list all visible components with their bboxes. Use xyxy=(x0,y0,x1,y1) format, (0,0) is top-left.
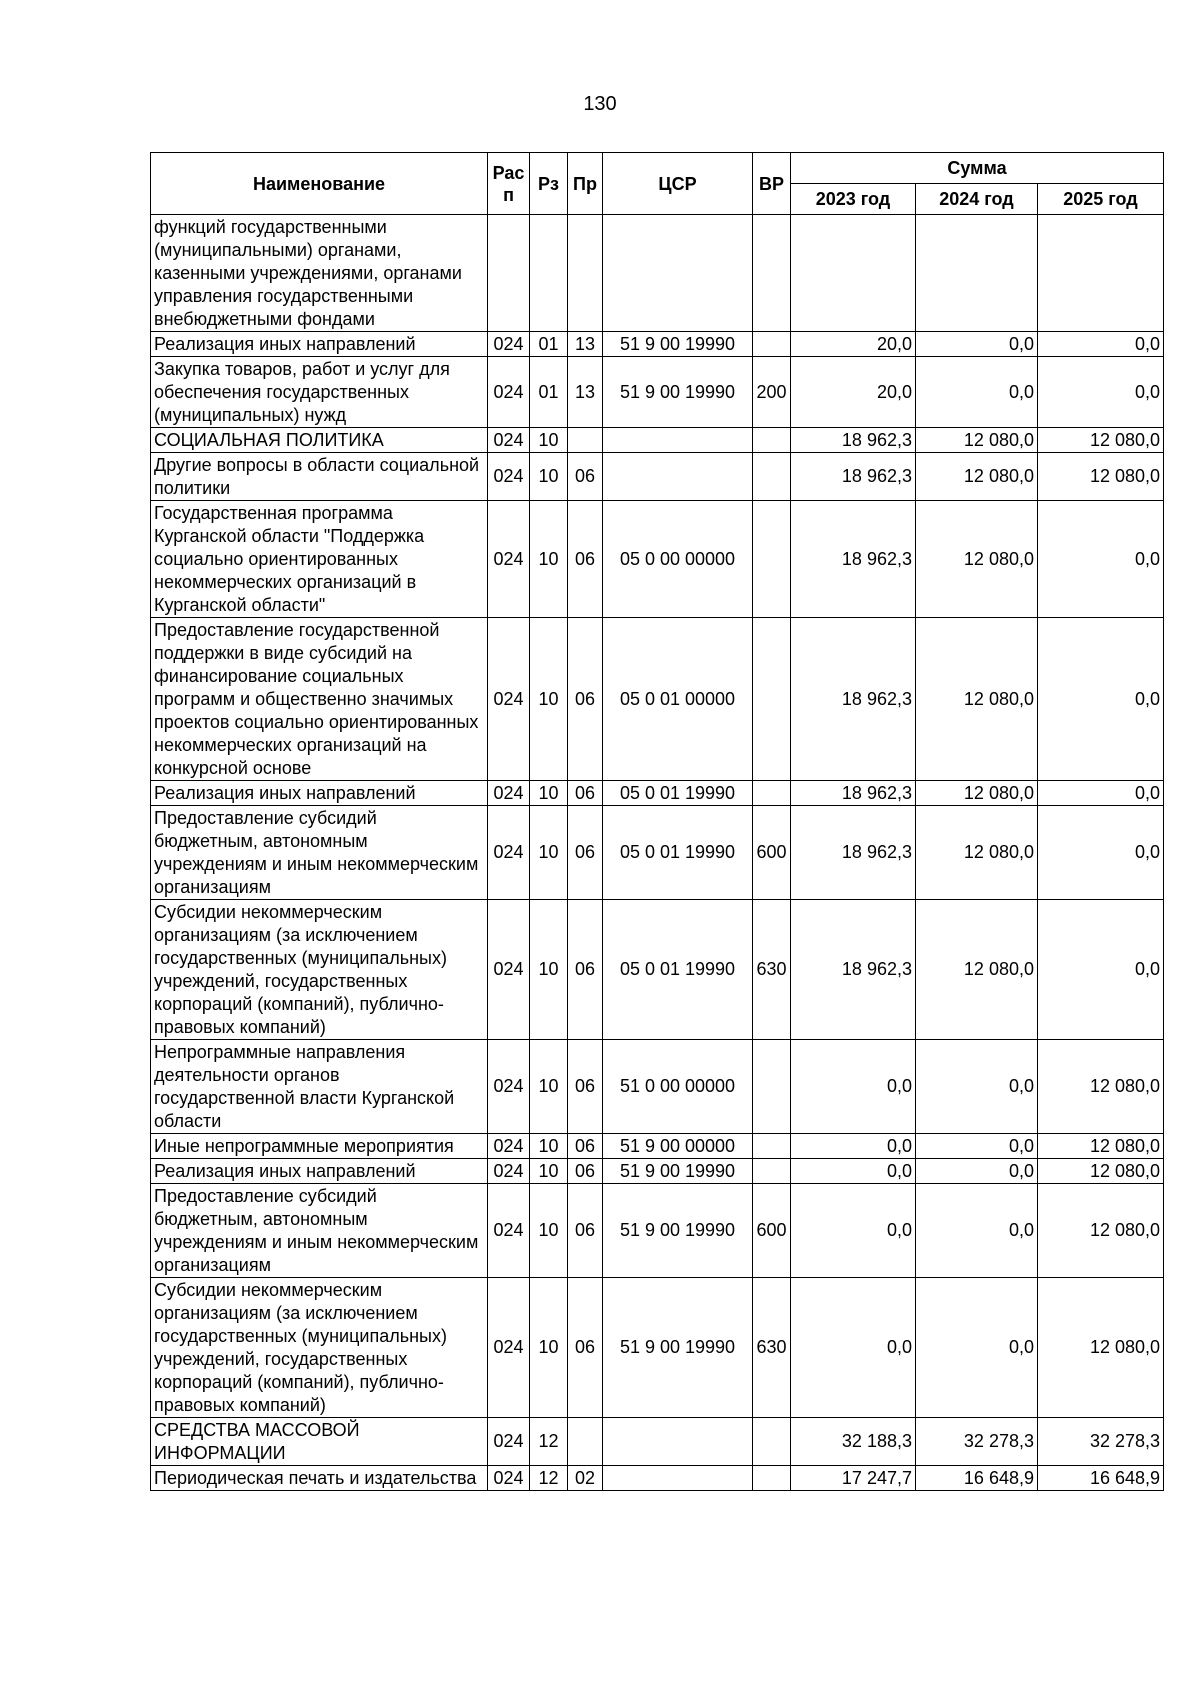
cell-sum-2024: 12 080,0 xyxy=(916,781,1038,806)
table-row xyxy=(151,781,1164,806)
cell-name: Закупка товаров, работ и услуг для обеспечения государственных (муниципальных) нужд xyxy=(151,357,488,428)
cell-sum-2023: 0,0 xyxy=(791,1159,916,1184)
cell-rz: 01 xyxy=(530,357,568,428)
cell-rasp: 024 xyxy=(488,1466,530,1491)
page-number: 130 xyxy=(583,93,617,115)
cell-csr: 51 9 00 19990 xyxy=(603,357,753,428)
cell-csr xyxy=(603,1466,753,1491)
cell-rz: 10 xyxy=(530,1159,568,1184)
cell-vr: 630 xyxy=(753,1278,791,1418)
header-csr: ЦСР xyxy=(603,153,753,215)
cell-vr xyxy=(753,1040,791,1134)
table-row xyxy=(151,1040,1164,1134)
cell-rz: 10 xyxy=(530,1040,568,1134)
cell-sum-2023: 18 962,3 xyxy=(791,900,916,1040)
cell-sum-2024: 12 080,0 xyxy=(916,428,1038,453)
cell-pr: 06 xyxy=(568,1159,603,1184)
table-row xyxy=(151,501,1164,618)
cell-sum-2024: 12 080,0 xyxy=(916,618,1038,781)
cell-vr xyxy=(753,618,791,781)
cell-name: Субсидии некоммерческим организациям (за исключением государственных (муниципальных) учреждений, государственных корпораций (компаний), публично-правовых компаний) xyxy=(151,900,488,1040)
cell-vr: 200 xyxy=(753,357,791,428)
cell-rasp: 024 xyxy=(488,1184,530,1278)
header-name: Наименование xyxy=(151,153,488,215)
cell-rz: 10 xyxy=(530,501,568,618)
cell-vr xyxy=(753,332,791,357)
table-row xyxy=(151,1184,1164,1278)
cell-sum-2024: 12 080,0 xyxy=(916,806,1038,900)
cell-sum-2025: 0,0 xyxy=(1038,332,1164,357)
cell-name: Предоставление субсидий бюджетным, автономным учреждениям и иным некоммерческим организациям xyxy=(151,806,488,900)
table-row xyxy=(151,900,1164,1040)
cell-sum-2025: 0,0 xyxy=(1038,900,1164,1040)
cell-sum-2025: 32 278,3 xyxy=(1038,1418,1164,1466)
cell-pr: 06 xyxy=(568,806,603,900)
cell-name: СРЕДСТВА МАССОВОЙ ИНФОРМАЦИИ xyxy=(151,1418,488,1466)
cell-vr xyxy=(753,453,791,501)
cell-csr: 05 0 00 00000 xyxy=(603,501,753,618)
cell-rasp: 024 xyxy=(488,781,530,806)
cell-name: Предоставление государственной поддержки в виде субсидий на финансирование социальных программ и общественно значимых проектов социально ориентированных некоммерческих организаций на конкурсной основе xyxy=(151,618,488,781)
cell-sum-2024: 12 080,0 xyxy=(916,501,1038,618)
cell-rz: 10 xyxy=(530,618,568,781)
cell-sum-2024: 0,0 xyxy=(916,357,1038,428)
cell-rz xyxy=(530,215,568,332)
cell-sum-2023: 20,0 xyxy=(791,332,916,357)
cell-sum-2024: 0,0 xyxy=(916,1159,1038,1184)
cell-vr xyxy=(753,1134,791,1159)
cell-rz: 10 xyxy=(530,806,568,900)
cell-sum-2025: 12 080,0 xyxy=(1038,1134,1164,1159)
cell-pr: 06 xyxy=(568,1134,603,1159)
cell-name: Иные непрограммные мероприятия xyxy=(151,1134,488,1159)
cell-name: Предоставление субсидий бюджетным, автономным учреждениям и иным некоммерческим организациям xyxy=(151,1184,488,1278)
cell-pr: 06 xyxy=(568,1278,603,1418)
cell-sum-2023: 18 962,3 xyxy=(791,453,916,501)
cell-sum-2024: 0,0 xyxy=(916,1278,1038,1418)
table-row xyxy=(151,357,1164,428)
cell-name: Реализация иных направлений xyxy=(151,332,488,357)
cell-sum-2023: 18 962,3 xyxy=(791,618,916,781)
cell-pr: 02 xyxy=(568,1466,603,1491)
cell-name: СОЦИАЛЬНАЯ ПОЛИТИКА xyxy=(151,428,488,453)
cell-csr: 51 9 00 00000 xyxy=(603,1134,753,1159)
cell-vr xyxy=(753,1418,791,1466)
cell-vr xyxy=(753,1466,791,1491)
table-row xyxy=(151,1134,1164,1159)
cell-pr: 06 xyxy=(568,618,603,781)
cell-sum-2024: 0,0 xyxy=(916,1184,1038,1278)
table-row xyxy=(151,1159,1164,1184)
cell-rz: 12 xyxy=(530,1466,568,1491)
cell-rz: 10 xyxy=(530,781,568,806)
cell-rasp: 024 xyxy=(488,453,530,501)
header-year-2024: 2024 год xyxy=(916,184,1038,215)
cell-sum-2023: 18 962,3 xyxy=(791,428,916,453)
budget-table xyxy=(150,152,1164,1491)
cell-rasp: 024 xyxy=(488,618,530,781)
cell-vr xyxy=(753,428,791,453)
cell-pr: 06 xyxy=(568,501,603,618)
cell-sum-2024: 12 080,0 xyxy=(916,900,1038,1040)
cell-name: Реализация иных направлений xyxy=(151,781,488,806)
cell-pr xyxy=(568,215,603,332)
cell-csr xyxy=(603,215,753,332)
cell-rasp: 024 xyxy=(488,1278,530,1418)
cell-vr: 630 xyxy=(753,900,791,1040)
cell-sum-2024: 0,0 xyxy=(916,332,1038,357)
cell-sum-2024: 0,0 xyxy=(916,1040,1038,1134)
cell-vr xyxy=(753,1159,791,1184)
cell-sum-2024 xyxy=(916,215,1038,332)
cell-sum-2025: 12 080,0 xyxy=(1038,1159,1164,1184)
cell-rz: 10 xyxy=(530,428,568,453)
cell-sum-2025: 12 080,0 xyxy=(1038,1278,1164,1418)
cell-vr xyxy=(753,501,791,618)
cell-sum-2025: 12 080,0 xyxy=(1038,1184,1164,1278)
table-row xyxy=(151,1278,1164,1418)
cell-rasp: 024 xyxy=(488,1418,530,1466)
cell-csr: 05 0 01 19990 xyxy=(603,781,753,806)
cell-sum-2024: 32 278,3 xyxy=(916,1418,1038,1466)
cell-sum-2025: 12 080,0 xyxy=(1038,1040,1164,1134)
cell-sum-2024: 0,0 xyxy=(916,1134,1038,1159)
cell-csr xyxy=(603,1418,753,1466)
cell-csr: 51 9 00 19990 xyxy=(603,1278,753,1418)
cell-vr: 600 xyxy=(753,1184,791,1278)
cell-pr xyxy=(568,428,603,453)
table-row xyxy=(151,453,1164,501)
header-year-2023: 2023 год xyxy=(791,184,916,215)
cell-rasp xyxy=(488,215,530,332)
cell-vr: 600 xyxy=(753,806,791,900)
cell-vr xyxy=(753,215,791,332)
cell-rasp: 024 xyxy=(488,357,530,428)
cell-sum-2023: 0,0 xyxy=(791,1134,916,1159)
cell-rz: 12 xyxy=(530,1418,568,1466)
cell-sum-2025 xyxy=(1038,215,1164,332)
header-sum: Сумма xyxy=(791,153,1164,184)
cell-name: Непрограммные направления деятельности органов государственной власти Курганской области xyxy=(151,1040,488,1134)
cell-csr xyxy=(603,453,753,501)
cell-pr: 13 xyxy=(568,332,603,357)
cell-csr: 05 0 01 00000 xyxy=(603,618,753,781)
cell-sum-2025: 12 080,0 xyxy=(1038,453,1164,501)
cell-sum-2025: 12 080,0 xyxy=(1038,428,1164,453)
cell-csr: 05 0 01 19990 xyxy=(603,806,753,900)
cell-pr: 06 xyxy=(568,781,603,806)
cell-rasp: 024 xyxy=(488,1159,530,1184)
table-row xyxy=(151,806,1164,900)
cell-sum-2023: 0,0 xyxy=(791,1278,916,1418)
cell-rz: 10 xyxy=(530,453,568,501)
cell-sum-2024: 16 648,9 xyxy=(916,1466,1038,1491)
header-rz: Рз xyxy=(530,153,568,215)
cell-sum-2023: 18 962,3 xyxy=(791,781,916,806)
cell-vr xyxy=(753,781,791,806)
cell-pr: 06 xyxy=(568,453,603,501)
cell-name: Периодическая печать и издательства xyxy=(151,1466,488,1491)
cell-sum-2023: 18 962,3 xyxy=(791,501,916,618)
cell-name: функций государственными (муниципальными) органами, казенными учреждениями, органами управления государственными внебюджетными фондами xyxy=(151,215,488,332)
cell-pr xyxy=(568,1418,603,1466)
cell-rasp: 024 xyxy=(488,332,530,357)
cell-csr xyxy=(603,428,753,453)
cell-name: Реализация иных направлений xyxy=(151,1159,488,1184)
cell-csr: 51 9 00 19990 xyxy=(603,1159,753,1184)
table-row xyxy=(151,1466,1164,1491)
cell-name: Субсидии некоммерческим организациям (за исключением государственных (муниципальных) учреждений, государственных корпораций (компаний), публично-правовых компаний) xyxy=(151,1278,488,1418)
cell-rasp: 024 xyxy=(488,806,530,900)
header-pr: Пр xyxy=(568,153,603,215)
cell-rasp: 024 xyxy=(488,501,530,618)
cell-rasp: 024 xyxy=(488,428,530,453)
table-row xyxy=(151,618,1164,781)
cell-sum-2025: 0,0 xyxy=(1038,501,1164,618)
cell-pr: 06 xyxy=(568,1040,603,1134)
cell-sum-2023: 0,0 xyxy=(791,1040,916,1134)
cell-sum-2025: 0,0 xyxy=(1038,357,1164,428)
cell-sum-2023: 0,0 xyxy=(791,1184,916,1278)
cell-sum-2023: 20,0 xyxy=(791,357,916,428)
cell-pr: 06 xyxy=(568,900,603,1040)
cell-name: Государственная программа Курганской области "Поддержка социально ориентированных некоммерческих организаций в Курганской области" xyxy=(151,501,488,618)
cell-sum-2025: 16 648,9 xyxy=(1038,1466,1164,1491)
cell-sum-2023: 32 188,3 xyxy=(791,1418,916,1466)
header-rasp: Рас п xyxy=(488,153,530,215)
cell-rz: 10 xyxy=(530,1184,568,1278)
cell-rz: 10 xyxy=(530,1278,568,1418)
cell-rasp: 024 xyxy=(488,1040,530,1134)
table-row xyxy=(151,1418,1164,1466)
cell-sum-2025: 0,0 xyxy=(1038,781,1164,806)
header-year-2025: 2025 год xyxy=(1038,184,1164,215)
cell-sum-2023: 17 247,7 xyxy=(791,1466,916,1491)
cell-rz: 01 xyxy=(530,332,568,357)
header-row-top xyxy=(151,153,1164,184)
cell-csr: 51 0 00 00000 xyxy=(603,1040,753,1134)
cell-sum-2024: 12 080,0 xyxy=(916,453,1038,501)
cell-rz: 10 xyxy=(530,1134,568,1159)
cell-csr: 51 9 00 19990 xyxy=(603,1184,753,1278)
cell-rz: 10 xyxy=(530,900,568,1040)
cell-csr: 51 9 00 19990 xyxy=(603,332,753,357)
cell-sum-2023: 18 962,3 xyxy=(791,806,916,900)
cell-pr: 13 xyxy=(568,357,603,428)
header-vr: ВР xyxy=(753,153,791,215)
cell-csr: 05 0 01 19990 xyxy=(603,900,753,1040)
table-body xyxy=(151,215,1164,1491)
cell-rasp: 024 xyxy=(488,900,530,1040)
table-row xyxy=(151,332,1164,357)
cell-name: Другие вопросы в области социальной политики xyxy=(151,453,488,501)
table-row xyxy=(151,215,1164,332)
cell-sum-2025: 0,0 xyxy=(1038,806,1164,900)
table-row xyxy=(151,428,1164,453)
cell-sum-2025: 0,0 xyxy=(1038,618,1164,781)
cell-sum-2023 xyxy=(791,215,916,332)
cell-pr: 06 xyxy=(568,1184,603,1278)
cell-rasp: 024 xyxy=(488,1134,530,1159)
